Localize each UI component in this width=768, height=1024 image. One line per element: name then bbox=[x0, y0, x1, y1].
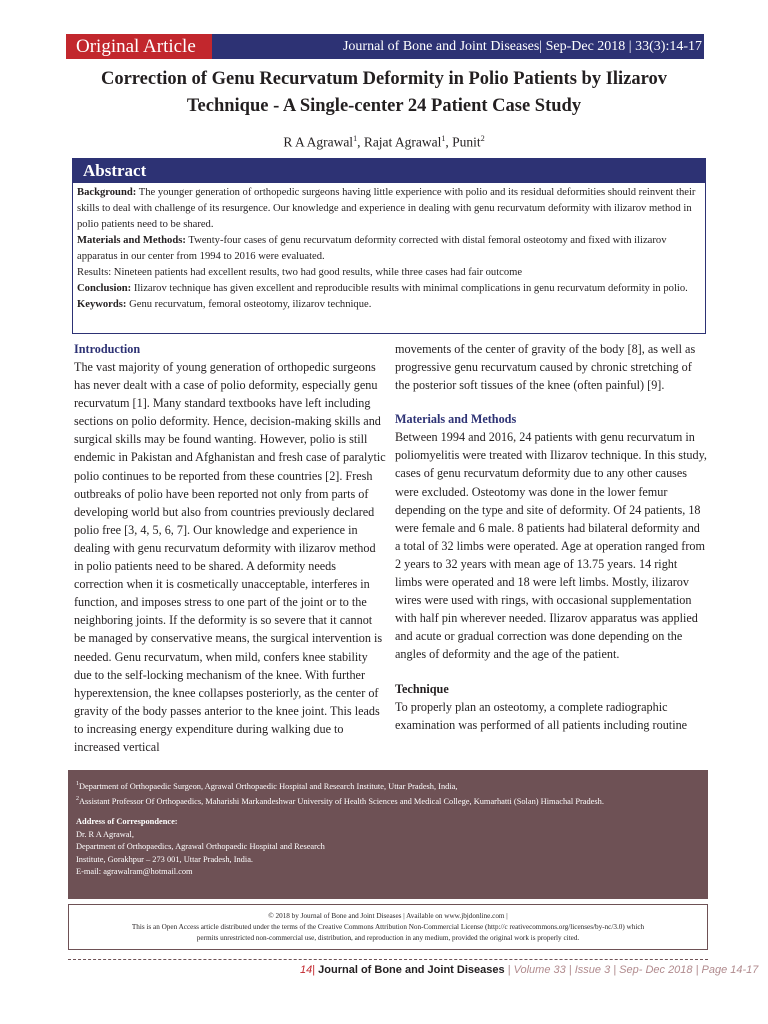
correspondence-address-2: Institute, Gorakhpur – 273 001, Uttar Pradesh, India. bbox=[76, 854, 254, 864]
article-type-badge: Original Article bbox=[66, 34, 212, 59]
title-line-2: Technique - A Single-center 24 Patient Case Study bbox=[186, 96, 582, 116]
abstract-methods: Materials and Methods: Twenty-four cases of genu recurvatum deformity corrected with distal femoral osteotomy and fixed with ilizarov apparatus in our center from 1994 to 2016 were evaluated. bbox=[77, 235, 667, 262]
page-footer bbox=[300, 964, 758, 976]
author-1: R A Agrawal bbox=[283, 134, 354, 150]
correspondence-email[interactable]: E-mail: agrawalram@hotmail.com bbox=[76, 867, 193, 877]
author-list bbox=[70, 134, 698, 151]
affiliations-box bbox=[68, 770, 708, 899]
footer-separator: | bbox=[312, 964, 316, 976]
technique-heading: Technique bbox=[395, 681, 449, 696]
abstract-heading: Abstract bbox=[73, 159, 705, 183]
license-line-2: This is an Open Access article distributed under the terms of the Creative Commons Attribution Non-Commercial License (http://c reativecommons.org/licenses/by-nc/3.0) which bbox=[131, 923, 645, 931]
license-line-3: permits unrestricted non-commercial use, distribution, and reproduction in any medium, provided the original work is properly cited. bbox=[196, 934, 580, 942]
abstract-results: Results: Nineteen patients had excellent results, two had good results, while three cases had fair outcome bbox=[77, 267, 523, 278]
article-title bbox=[70, 66, 698, 120]
introduction-heading: Introduction bbox=[74, 342, 141, 356]
abstract-background: Background: The younger generation of orthopedic surgeons having little experience with polio and its residual deformities should reinvent their skills to deal with challenge of its resurgence. Our knowledge and experience in dealing with genu recurvatum deformity with ilizarov method in polio patients need to be shared. bbox=[77, 187, 696, 230]
license-line-1: © 2018 by Journal of Bone and Joint Diseases | Available on www.jbjdonline.com | bbox=[268, 912, 508, 920]
correspondence-heading: Address of Correspondence: bbox=[76, 817, 178, 827]
page-number: 14 bbox=[300, 964, 313, 976]
license-box bbox=[68, 904, 708, 950]
affiliation-2: $^2$Assistant Professor Of Orthopaedics, Maharishi Markandeshwar University of Health Sciences and Medical College, Kumarhatti (Solan) Himachal Pradesh. bbox=[76, 796, 604, 806]
right-column bbox=[395, 340, 707, 734]
author-2-affil: 1 bbox=[441, 134, 446, 143]
journal-citation: Journal of Bone and Joint Diseases| Sep-Dec 2018 | 33(3):14-17 bbox=[342, 39, 702, 54]
abstract-keywords: Keywords: Genu recurvatum, femoral osteotomy, ilizarov technique. bbox=[77, 299, 372, 310]
methods-heading: Materials and Methods bbox=[395, 412, 517, 427]
footer-meta: | Volume 33 | Issue 3 | Sep- Dec 2018 | Page 14-17 bbox=[507, 964, 759, 976]
methods-text: Between 1994 and 2016, 24 patients with genu recurvatum in poliomyelitis were treated with Ilizarov technique. In this study, cases of genu recurvatum deformity due to any other causes were excluded. Osteotomy was done in the lower femur depending on the type and site of deformity. Of 24 patients, 18 were female and 6 male. 8 patients had bilateral deformity and a total of 32 limbs were operated. Age at operation ranged from 2 years to 32 years with mean age of 13.75 years. 14 right limbs were operated and 18 were left limbs. Mostly, ilizarov wires were used with rings, with occasional supplementation with half pin wherever needed. Ilizarov apparatus was applied and acute or gradual correction was done depending on the angles of deformity and the age of the patient. bbox=[395, 430, 707, 662]
author-2: , Rajat Agrawal bbox=[357, 134, 442, 150]
author-3-affil: 2 bbox=[480, 134, 485, 143]
abstract-box bbox=[72, 158, 706, 334]
correspondence-name: Dr. R A Agrawal, bbox=[76, 829, 134, 839]
title-line-1: Correction of Genu Recurvatum Deformity in Polio Patients by Ilizarov bbox=[100, 69, 668, 89]
technique-text: To properly plan an osteotomy, a complete radiographic examination was performed of all patients including routine bbox=[395, 699, 688, 732]
affiliation-1: $^1$Department of Orthopaedic Surgeon, Agrawal Orthopaedic Hospital and Research Institute, Uttar Pradesh, India, bbox=[76, 781, 458, 791]
author-3: , Punit bbox=[445, 134, 481, 150]
introduction-continued-text: movements of the center of gravity of the body [8], as well as progressive genu recurvatum caused by chronic stretching of the posterior soft tissues of the knee (often painful) [9]. bbox=[395, 342, 696, 393]
abstract-conclusion: Conclusion: Ilizarov technique has given excellent and reproducible results with minimal complications in genu recurvatum deformity in polio. bbox=[77, 283, 688, 294]
left-column bbox=[74, 340, 386, 756]
author-1-affil: 1 bbox=[353, 134, 358, 143]
footer-journal: Journal of Bone and Joint Diseases bbox=[315, 964, 508, 976]
introduction-text: The vast majority of young generation of orthopedic surgeons has never dealt with a case of polio deformity, especially genu recurvatum [1]. Many standard textbooks have left including sections on polio deformity. Hence, decision-making skills and surgical skills may be found wanting. However, polio is still endemic in Pakistan and Afghanistan and fresh case of paralytic polio continues to be reported from these countries [2]. Fresh outbreaks of polio have been reported not only from parts of developing world but also from countries previously declared polio free [3, 4, 5, 6, 7]. Our knowledge and experience in dealing with genu recurvatum deformity with ilizarov method in polio patients need to be shared. A deformity needs correction when it is cosmetically unacceptable, interferes in function, and imposes stress to one part of the joint or to the neighboring joints. If the deformity is so severe that it cannot be managed by conservative means, the surgical intervention is needed. Genu recurvatum, when mild, confers knee stability due to the self-locking mechanism of the knee. With further hyperextension, the knee collapses posteriorly, as the center of gravity of the body passes anterior to the knee joint. This leads to increasing energy expenditure during walking due to increased vertical bbox=[74, 360, 386, 754]
abstract-body bbox=[73, 183, 705, 313]
footer-rule bbox=[68, 959, 708, 960]
correspondence-address-1: Department of Orthopaedics, Agrawal Orthopaedic Hospital and Research bbox=[76, 842, 325, 852]
